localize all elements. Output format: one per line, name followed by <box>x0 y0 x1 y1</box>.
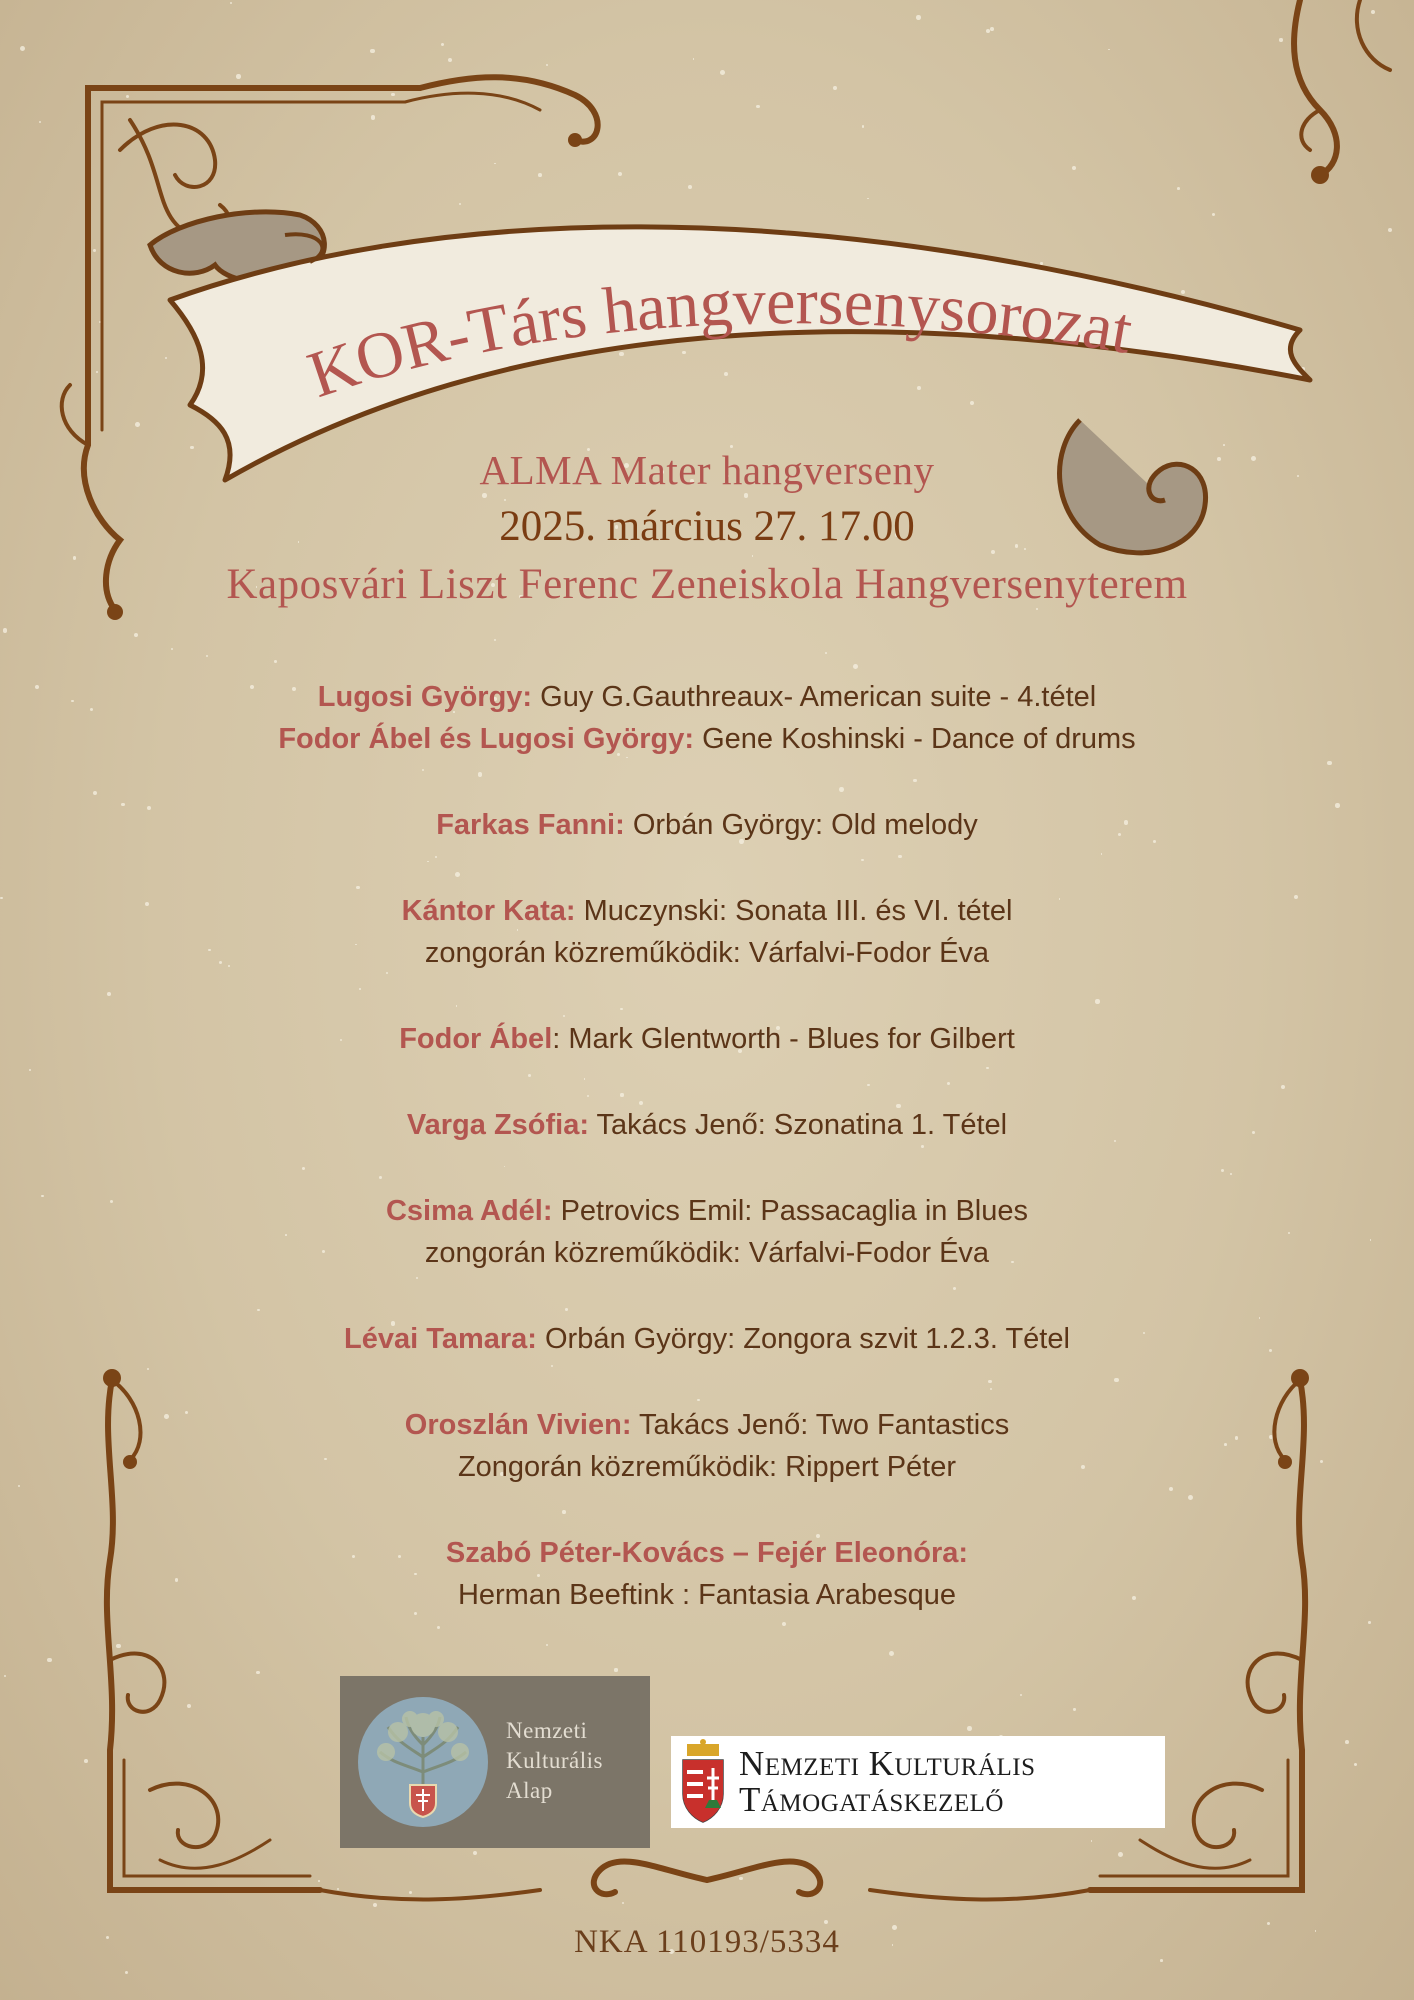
program-entry <box>157 1404 1257 1488</box>
piece-title: Orbán György: Zongora szvit 1.2.3. Tétel <box>536 1323 1070 1355</box>
accompanist-note: zongorán közreműködik: Várfalvi-Fodor Éva <box>424 1237 990 1269</box>
performer-name: Lugosi György: <box>317 681 533 713</box>
piece-title: : Mark Glentworth - Blues for Gilbert <box>552 1023 1015 1055</box>
event-datetime: 2025. március 27. 17.00 <box>499 503 915 550</box>
piece-title: Takács Jenő: Szonatina 1. Tétel <box>589 1109 1008 1141</box>
accompanist-note: Zongorán közreműködik: Rippert Péter <box>457 1451 957 1483</box>
piece-title: Guy G.Gauthreaux- American suite - 4.tétel <box>532 681 1097 713</box>
nka-logo <box>340 1676 650 1848</box>
flourish-top-right <box>1294 0 1337 175</box>
performer-name: Fodor Ábel <box>399 1023 553 1055</box>
flourish-top <box>420 77 598 141</box>
piece-title: Petrovics Emil: Passacaglia in Blues <box>552 1195 1028 1227</box>
piece-title: Gene Koshinski - Dance of drums <box>694 723 1136 755</box>
performer-name: Varga Zsófia: <box>406 1109 590 1141</box>
nka-logo-text: Nemzeti Kulturális Alap <box>506 1718 603 1803</box>
program-entry <box>157 890 1257 974</box>
nkt-logo <box>671 1736 1165 1828</box>
program-entry <box>157 1190 1257 1274</box>
performer-name: Szabó Péter-Kovács – Fejér Eleonóra: <box>445 1537 969 1569</box>
piece-title: Muczynski: Sonata III. és VI. tétel <box>575 895 1013 927</box>
piece-title: Herman Beeftink : Fantasia Arabesque <box>457 1579 957 1611</box>
tree-emblem-icon <box>358 1697 488 1827</box>
hungarian-coat-of-arms-icon <box>673 1738 733 1831</box>
nkt-logo-text: Nemzeti Kulturális Támogatáskezelő <box>739 1744 1036 1819</box>
piece-title: Orbán György: Old melody <box>624 809 978 841</box>
program-list <box>157 676 1257 1660</box>
subtitle: ALMA Mater hangverseny <box>479 447 935 493</box>
program-entry <box>157 1104 1257 1146</box>
program-entry <box>157 804 1257 846</box>
grant-code: NKA 110193/5334 <box>574 1924 840 1960</box>
performer-name: Oroszlán Vivien: <box>404 1409 632 1441</box>
piece-title: Takács Jenő: Two Fantastics <box>631 1409 1010 1441</box>
performer-name: Lévai Tamara: <box>344 1323 537 1355</box>
accompanist-note: zongorán közreműködik: Várfalvi-Fodor Éva <box>424 937 990 969</box>
program-entry <box>157 1318 1257 1360</box>
banner-title: KOR-Társ hangversenysorozat <box>299 265 1138 412</box>
flourish-bottom <box>594 1861 707 1894</box>
program-entry <box>157 1018 1257 1060</box>
program-entry <box>157 1532 1257 1616</box>
performer-name: Csima Adél: <box>385 1195 553 1227</box>
performer-name: Farkas Fanni: <box>436 809 625 841</box>
venue: Kaposvári Liszt Ferenc Zeneiskola Hangversenyterem <box>226 561 1188 608</box>
performer-name: Kántor Kata: <box>401 895 576 927</box>
performer-name: Fodor Ábel és Lugosi György: <box>278 723 695 755</box>
program-entry <box>157 676 1257 760</box>
